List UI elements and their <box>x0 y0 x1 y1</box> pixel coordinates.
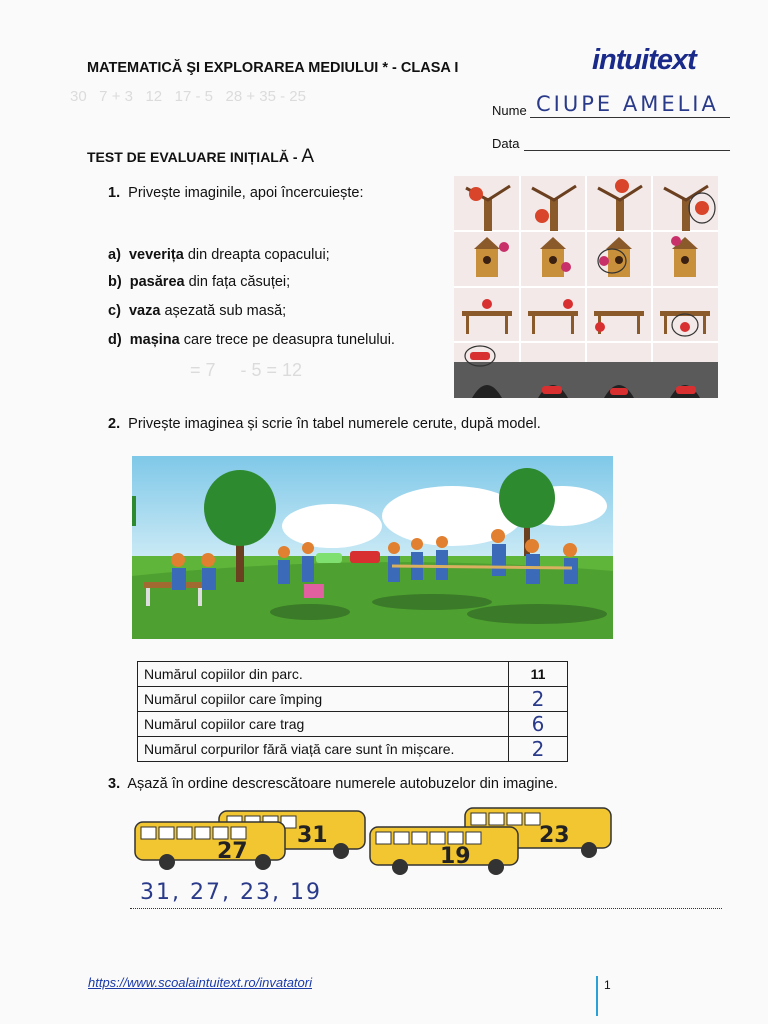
bus-number-19: 19 <box>440 844 471 869</box>
date-label: Data <box>492 136 520 151</box>
bleed-through-text: = 7 - 5 = 12 <box>190 360 303 380</box>
q1-item-c: c) vaza așezată sub masă; <box>108 303 287 319</box>
row-value-handwritten[interactable]: 2 <box>509 737 568 762</box>
footer-link[interactable]: https://www.scoalaintuitext.ro/invatatori <box>88 975 312 990</box>
row-label: Numărul corpurilor fără viață care sunt în mișcare. <box>138 737 509 762</box>
table-row <box>138 712 568 737</box>
row-label: Numărul copiilor care împing <box>138 687 509 712</box>
row-label: Numărul copiilor care trag <box>138 712 509 737</box>
q1-item-a: a) veverița din dreapta copacului; <box>108 247 330 263</box>
bus-19 <box>368 825 522 882</box>
bus-27 <box>133 820 289 877</box>
bus-number-31: 31 <box>297 823 328 848</box>
page-number: 1 <box>604 978 611 992</box>
date-line <box>524 150 730 151</box>
q1-picture-grid <box>454 176 718 398</box>
bus-number-23: 23 <box>539 823 570 848</box>
bus-icon <box>133 820 289 872</box>
row-value-handwritten[interactable]: 6 <box>509 712 568 737</box>
name-handwritten: CIUPE AMELIA <box>536 92 719 116</box>
q1-illustrations <box>454 176 718 398</box>
intuitext-logo: intuitext <box>592 44 696 76</box>
question-3: 3. Așază în ordine descrescătoare numerele autobuzelor din imagine. <box>108 776 558 792</box>
name-label: Nume <box>492 103 527 118</box>
table-row <box>138 662 568 687</box>
q3-answer-line[interactable] <box>130 908 722 909</box>
bus-number-27: 27 <box>217 839 248 864</box>
q2-answer-table <box>137 661 568 762</box>
q1-item-b: b) pasărea din fața căsuței; <box>108 274 291 290</box>
bus-icon <box>368 825 522 877</box>
name-line <box>530 117 730 118</box>
footer-divider <box>596 976 598 1016</box>
table-row <box>138 737 568 762</box>
subject-title: MATEMATICĂ ŞI EXPLORAREA MEDIULUI * - CLASA I <box>87 60 459 76</box>
park-scene <box>132 456 613 639</box>
row-value-handwritten[interactable]: 2 <box>509 687 568 712</box>
question-1: 1. Privește imaginile, apoi încercuiește: <box>108 185 364 201</box>
bleed-through-text: 30 7 + 3 12 17 - 5 28 + 35 - 25 <box>70 88 306 105</box>
table-row <box>138 687 568 712</box>
row-value[interactable]: 11 <box>509 662 568 687</box>
q1-item-d: d) mașina care trece pe deasupra tunelului. <box>108 332 395 348</box>
q3-handwritten-answer: 31, 27, 23, 19 <box>140 880 322 905</box>
question-2: 2. Privește imaginea și scrie în tabel numerele cerute, după model. <box>108 416 541 432</box>
test-title: TEST DE EVALUARE INIȚIALĂ - A <box>87 146 315 167</box>
park-scene-image <box>132 456 613 639</box>
row-label: Numărul copiilor din parc. <box>138 662 509 687</box>
